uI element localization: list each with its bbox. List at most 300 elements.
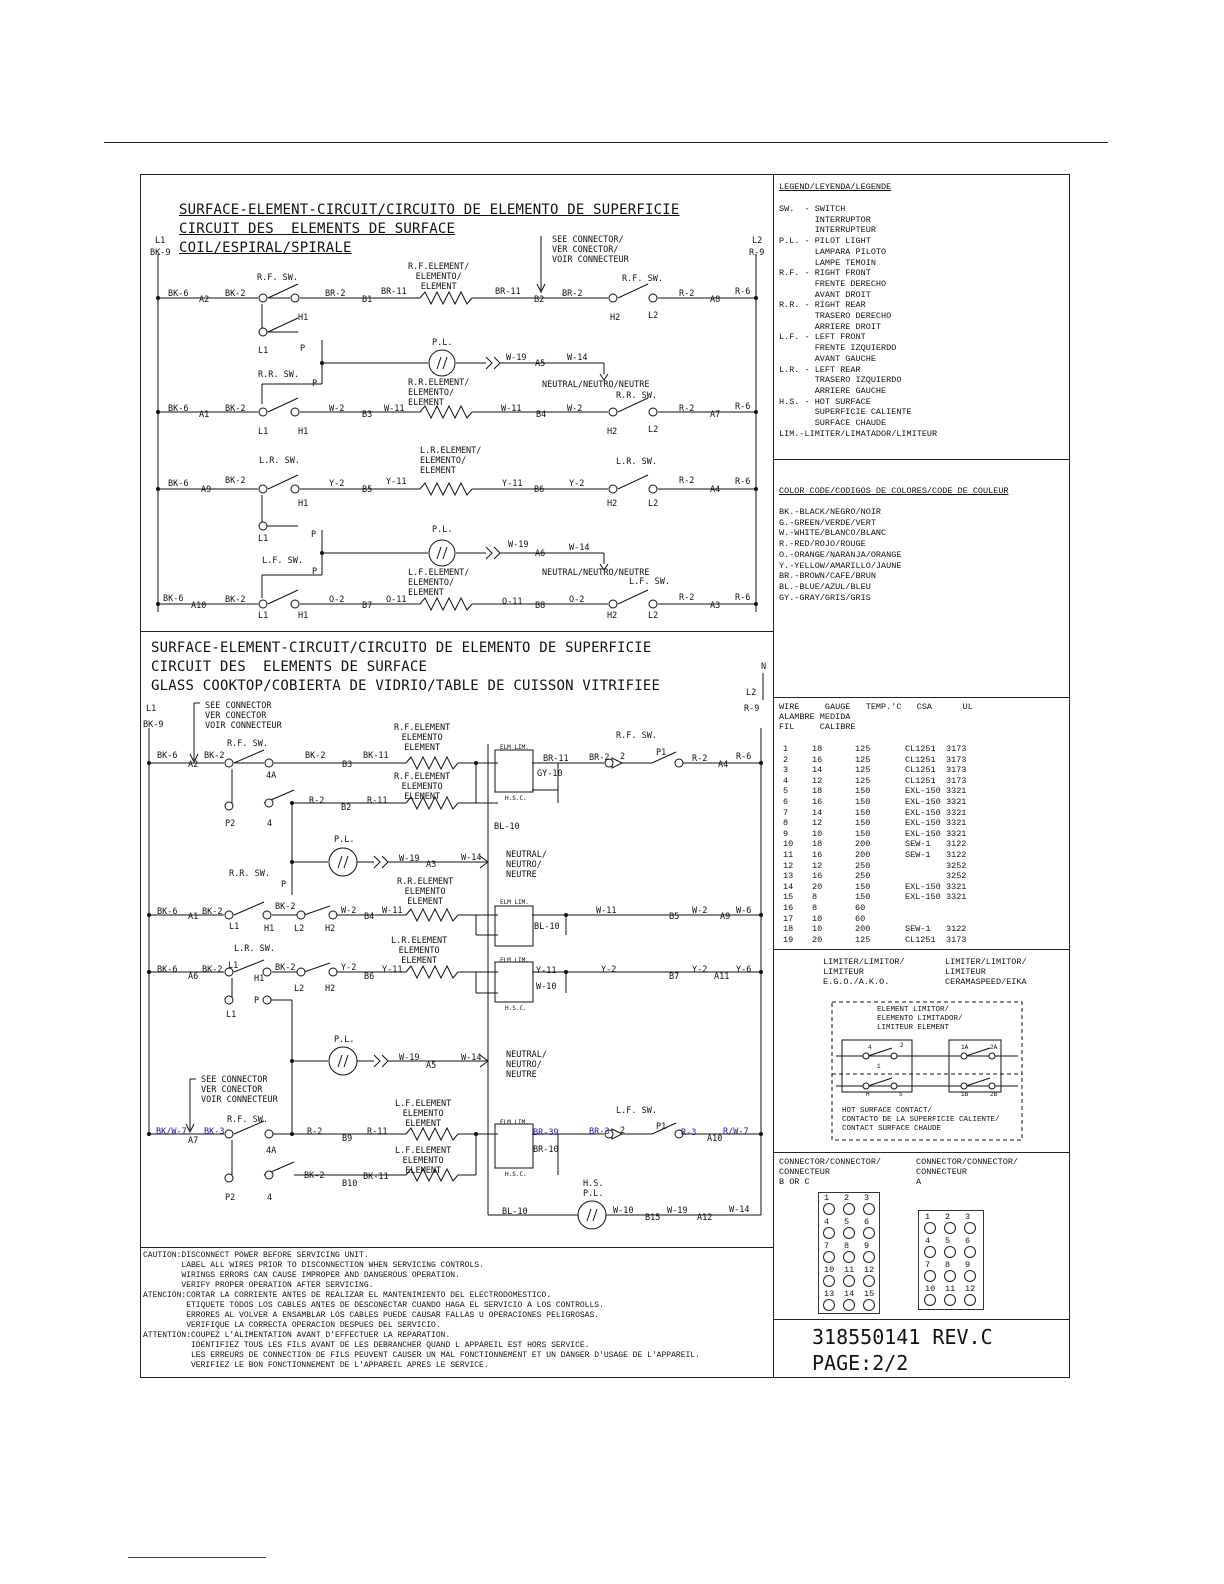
part-number: 318550141 REV.C xyxy=(812,1325,993,1349)
ego-pin-1: 1 xyxy=(877,1063,881,1070)
d1-r4-o2b: O-2 xyxy=(569,595,585,605)
d2-b3: B3 xyxy=(342,760,353,770)
wire-table-cell: 125 xyxy=(855,765,871,776)
d1-r2-r6: R-6 xyxy=(735,402,751,412)
d2-see-connector-a: SEE CONNECTOR VER CONECTOR VOIR CONNECTEUR xyxy=(205,701,282,731)
d1-lf-sw-left: L.F. SW. xyxy=(262,556,303,566)
connector-pin-number: 10 xyxy=(925,1284,936,1294)
d2-rf-sw-c: R.F. SW. xyxy=(227,1115,268,1125)
d2-p-a: P xyxy=(281,880,287,890)
d2-4-a: 4 xyxy=(267,819,273,829)
wire-table-cell: EXL-150 xyxy=(905,881,941,892)
connector-pin xyxy=(863,1227,875,1239)
d1-r4-r2: R-2 xyxy=(679,593,695,603)
d1-l2-c: L2 xyxy=(648,499,659,509)
d1-r1-a8: A8 xyxy=(710,295,721,305)
color-code-entry: GY.-GRAY/GRIS/GRIS xyxy=(779,592,871,603)
d1-r1-bk6: BK-6 xyxy=(168,289,189,299)
legend-entry: LAMPARA PILOTO xyxy=(779,246,887,257)
d1-h1-c: H1 xyxy=(298,499,309,509)
d1-h1-d: H1 xyxy=(298,611,309,621)
d1-r4-o11b: O-11 xyxy=(502,597,523,607)
wire-table-cell: 150 xyxy=(855,892,871,903)
connector-pin-number: 2 xyxy=(844,1193,850,1203)
diagram2-title-2: CIRCUIT DES ELEMENTS DE SURFACE xyxy=(151,659,428,675)
color-code-entry: BK.-BLACK/NEGRO/NOIR xyxy=(779,507,882,517)
d1-r2-r2: R-2 xyxy=(679,404,695,414)
d2-bl10-b: BL-10 xyxy=(534,922,560,932)
wire-table-cell: 12 xyxy=(783,860,794,871)
diagram1-title-2: CIRCUIT DES ELEMENTS DE SURFACE xyxy=(179,221,456,237)
wire-table-cell: CL1251 xyxy=(905,775,936,786)
d1-r1-a2: A2 xyxy=(199,295,210,305)
wire-table-cell: 3252 xyxy=(946,871,967,882)
cera-pin-2a: 2A xyxy=(990,1044,998,1051)
d2-r9: R-9 xyxy=(744,704,760,714)
wire-table-cell: SEW-1 xyxy=(905,924,931,935)
color-code-entry: BR.-BROWN/CAFE/BRUN xyxy=(779,571,876,582)
d1-r1-br11b: BR-11 xyxy=(495,287,521,297)
connector-pin-number: 12 xyxy=(864,1265,875,1275)
wire-table-cell: 10 xyxy=(812,924,823,935)
d2-l2-a: L2 xyxy=(294,924,305,934)
d1-l1-a: L1 xyxy=(258,346,269,356)
wire-table-cell: 17 xyxy=(783,913,794,924)
connector-pin xyxy=(944,1294,956,1306)
legend-entry: TRASERO IZQUIERDO xyxy=(779,375,902,386)
d2-bk2-c: BK-2 xyxy=(202,907,223,917)
legend-entry: SURFACE CHAUDE xyxy=(779,418,887,429)
d1-rf-element: R.F.ELEMENT/ ELEMENTO/ ELEMENT xyxy=(408,262,470,292)
d1-r3-bk6: BK-6 xyxy=(168,479,189,489)
d2-w10-b: W-10 xyxy=(613,1206,634,1216)
d2-bkw7: BK/W-7 xyxy=(156,1127,187,1137)
d2-elm-lim-a: ELM LIM. xyxy=(500,744,529,751)
wire-table-cell: 3321 xyxy=(946,807,967,818)
d2-p-b: P xyxy=(254,996,260,1006)
d1-h1-a: H1 xyxy=(298,313,309,323)
d2-pl-b: P.L. xyxy=(334,1035,355,1045)
wire-table-cell: 125 xyxy=(855,754,871,765)
legend-entry: INTERRUPTEUR xyxy=(779,225,876,236)
connector-pin xyxy=(863,1203,875,1215)
d1-w19-a: W-19 xyxy=(506,353,527,363)
connector-pin-number: 9 xyxy=(965,1260,971,1270)
wire-table-cell: 3321 xyxy=(946,818,967,829)
connector-pin xyxy=(823,1299,835,1311)
wire-table-cell: 3173 xyxy=(946,765,967,776)
d2-r2-a: R-2 xyxy=(692,754,708,764)
d1-r2-bk2: BK-2 xyxy=(225,404,246,414)
hot-surface-label: HOT SURFACE CONTACT/ CONTACTO DE LA SUPERFICIE CALIENTE/ CONTACT SURFACE CHAUDE xyxy=(842,1107,1000,1133)
d1-r1-b2: B2 xyxy=(534,295,545,305)
d2-b15: B15 xyxy=(645,1213,661,1223)
wire-table-cell: 3122 xyxy=(946,839,967,850)
d2-w14-c: W-14 xyxy=(729,1205,750,1215)
d1-see-connector: SEE CONNECTOR/ VER CONECTOR/ VOIR CONNECTEUR xyxy=(552,235,629,265)
connector-pin-number: 2 xyxy=(945,1212,951,1222)
wire-table-cell: EXL-150 xyxy=(905,797,941,807)
connector-pin xyxy=(843,1227,855,1239)
connector-pin-number: 12 xyxy=(965,1284,976,1294)
d2-bk2-d: BK-2 xyxy=(275,902,296,912)
d2-w19-c: W-19 xyxy=(667,1206,688,1216)
d2-elm-lim-c: ELM LIM. xyxy=(500,957,529,964)
wire-table-cell: EXL-150 xyxy=(905,807,941,818)
d2-bk3: BK-3 xyxy=(204,1127,225,1137)
d2-a12: A12 xyxy=(697,1213,713,1223)
d1-a6: A6 xyxy=(535,549,546,559)
d1-neutral-b: NEUTRAL/NEUTRO/NEUTRE xyxy=(542,568,650,578)
d1-l1-c: L1 xyxy=(258,534,269,544)
connector-pin-number: 6 xyxy=(864,1217,870,1227)
d1-r2-w2b: W-2 xyxy=(567,404,583,414)
wire-table-cell: 14 xyxy=(812,807,823,818)
ego-pin-2: 2 xyxy=(900,1042,904,1049)
d2-hs-pl: H.S. P.L. xyxy=(583,1179,604,1199)
d2-lf-sw: L.F. SW. xyxy=(616,1106,657,1116)
wire-table-cell: 16 xyxy=(812,797,823,807)
d1-r2-bk6: BK-6 xyxy=(168,404,189,414)
connector-pin xyxy=(924,1294,936,1306)
d2-hsc-c: H.S.C. xyxy=(505,1171,527,1178)
d2-y2-a: Y-2 xyxy=(341,963,357,973)
d1-l2-a: L2 xyxy=(648,311,659,321)
d2-rr-element: R.R.ELEMENT ELEMENTO ELEMENT xyxy=(397,877,454,907)
legend-entry: L.R. - LEFT REAR xyxy=(779,364,861,375)
connector-bc xyxy=(818,1192,880,1314)
wire-table-cell: 250 xyxy=(855,860,871,871)
d1-r4-a10: A10 xyxy=(191,601,207,611)
d2-l1-a: L1 xyxy=(229,922,240,932)
wire-table-cell: 3321 xyxy=(946,786,967,797)
connector-pin-number: 9 xyxy=(864,1241,870,1251)
connector-pin xyxy=(823,1227,835,1239)
wire-table-cell: 200 xyxy=(855,850,871,860)
d1-r4-o11a: O-11 xyxy=(386,595,407,605)
d2-rr-sw: R.R. SW. xyxy=(229,869,270,879)
d2-bk6-b: BK-6 xyxy=(157,907,178,917)
d1-lr-sw-right: L.R. SW. xyxy=(616,457,657,467)
diagram2-title-1: SURFACE-ELEMENT-CIRCUIT/CIRCUITO DE ELEMENTO DE SUPERFICIE xyxy=(151,640,652,656)
d2-lr-sw: L.R. SW. xyxy=(234,944,275,954)
d1-r3-a9: A9 xyxy=(201,485,212,495)
d2-a3: A3 xyxy=(426,860,437,870)
d2-y6: Y-6 xyxy=(736,965,752,975)
wire-table-cell: 150 xyxy=(855,797,871,807)
d2-elm-lim-b: ELM LIM. xyxy=(500,899,529,906)
legend-entry: SW. - SWITCH xyxy=(779,204,846,214)
d2-l1: L1 xyxy=(146,704,157,714)
d1-r4-r6: R-6 xyxy=(735,593,751,603)
d2-w2-a: W-2 xyxy=(341,906,357,916)
wire-table-cell: 200 xyxy=(855,839,871,850)
connector-pin-number: 8 xyxy=(945,1260,951,1270)
d2-bk11-b: BK-11 xyxy=(363,1172,389,1182)
caution-line: LABEL ALL WIRES PRIOR TO DISCONNECTION WHEN SERVICING CONTROLS. xyxy=(143,1261,484,1270)
d2-b6: B6 xyxy=(364,972,375,982)
d1-l2-d: L2 xyxy=(648,611,659,621)
wire-table-cell: 16 xyxy=(783,903,794,913)
d2-h2-a: H2 xyxy=(325,924,336,934)
wire-table-cell: 19 xyxy=(783,934,794,945)
wire-table-cell: 18 xyxy=(812,786,823,797)
d1-r3-y2: Y-2 xyxy=(329,479,345,489)
d1-h2-c: H2 xyxy=(607,499,618,509)
connector-pin-number: 8 xyxy=(844,1241,850,1251)
d1-r3-a4: A4 xyxy=(710,485,721,495)
caution-line: IDENTIFIEZ TOUS LES FILS AVANT DE LES DEBRANCHER QUAND L APPAREIL EST HORS SERVICE. xyxy=(143,1341,590,1350)
d1-r1-bk2: BK-2 xyxy=(225,289,246,299)
d2-a7: A7 xyxy=(188,1136,199,1146)
connector-pin-number: 10 xyxy=(824,1265,835,1275)
d2-n2-a: 2 xyxy=(620,752,626,762)
wire-table-cell: 60 xyxy=(855,903,866,913)
d1-pl-a: P.L. xyxy=(432,338,453,348)
connector-pin xyxy=(924,1246,936,1258)
d2-bk6-c: BK-6 xyxy=(157,965,178,975)
d2-4a-a: 4A xyxy=(266,771,277,781)
d2-w19-b: W-19 xyxy=(399,1053,420,1063)
connector-pin-number: 13 xyxy=(824,1289,835,1299)
cera-pin-2b: 2B xyxy=(990,1091,998,1098)
d1-lf-element: L.F.ELEMENT/ ELEMENTO/ ELEMENT xyxy=(408,568,470,598)
color-code-entry: W.-WHITE/BLANCO/BLANC xyxy=(779,528,887,539)
d1-rf-sw-right: R.F. SW. xyxy=(622,274,663,284)
d1-r1-r2: R-2 xyxy=(679,289,695,299)
connector-pin xyxy=(964,1222,976,1234)
d1-r2-b3: B3 xyxy=(362,410,373,420)
color-code-entry: BL.-BLUE/AZUL/BLEU xyxy=(779,581,871,592)
wire-table-cell: 2 xyxy=(783,754,789,765)
d2-bl10-c: BL-10 xyxy=(502,1207,528,1217)
wire-table-cell: 16 xyxy=(812,850,823,860)
connector-pin-number: 3 xyxy=(864,1193,870,1203)
d2-b7: B7 xyxy=(669,972,680,982)
connector-pin xyxy=(964,1294,976,1306)
d1-a5: A5 xyxy=(535,359,546,369)
wire-table-cell: 16 xyxy=(812,754,823,765)
legend-entry: L.F. - LEFT FRONT xyxy=(779,332,866,343)
d2-a5: A5 xyxy=(426,1061,437,1071)
d2-bk2-b: BK-2 xyxy=(305,751,326,761)
wire-table-cell: SEW-1 xyxy=(905,839,931,850)
d1-h1-b: H1 xyxy=(298,427,309,437)
wire-table-cell: 3321 xyxy=(946,892,967,903)
connector-pin-number: 5 xyxy=(945,1236,951,1246)
wire-table-cell: EXL-150 xyxy=(905,818,941,829)
cera-pin-1b: 1B xyxy=(961,1091,969,1098)
d1-r4-bk6: BK-6 xyxy=(163,594,184,604)
limiter-right-title: LIMITER/LIMITOR/ LIMITEUR CERAMASPEED/EIKA xyxy=(945,957,1027,987)
d1-h2-b: H2 xyxy=(607,427,618,437)
d1-w19-b: W-19 xyxy=(508,540,529,550)
connector-pin xyxy=(944,1222,956,1234)
wire-table-cell: 10 xyxy=(812,913,823,924)
wire-table-cell: 150 xyxy=(855,807,871,818)
wire-table-cell: 12 xyxy=(812,775,823,786)
page-number: PAGE:2/2 xyxy=(812,1351,909,1375)
element-limitor-label: ELEMENT LIMITOR/ ELEMENTO LIMITADOR/ LIMITEUR ELEMENT xyxy=(877,1006,963,1032)
wire-table-cell: 20 xyxy=(812,881,823,892)
d2-see-connector-b: SEE CONNECTOR VER CONECTOR VOIR CONNECTEUR xyxy=(201,1075,278,1105)
d2-y11-a: Y-11 xyxy=(382,965,403,975)
ego-pin-s: S xyxy=(899,1091,903,1098)
d2-br2: BR-2 xyxy=(589,753,610,763)
d2-4-b: 4 xyxy=(267,1193,273,1203)
wire-table-cell: 6 xyxy=(783,797,789,807)
legend-entry: AVANT DROIT xyxy=(779,289,871,300)
caution-line: WIRINGS ERRORS CAN CAUSE IMPROPER AND DANGEROUS OPERATION. xyxy=(143,1271,460,1280)
d1-r3-r6: R-6 xyxy=(735,477,751,487)
d2-y2-c: Y-2 xyxy=(692,965,708,975)
wire-table-cell: 3 xyxy=(783,765,789,776)
d1-r9: R-9 xyxy=(749,248,765,258)
wire-table-cell: 18 xyxy=(812,839,823,850)
wire-table-cell: CL1251 xyxy=(905,744,936,754)
connector-pin-number: 7 xyxy=(824,1241,830,1251)
d2-l2-b: L2 xyxy=(294,984,305,994)
wire-table-cell: 8 xyxy=(812,903,818,913)
color-code-entry: Y.-YELLOW/AMARILLO/JAUNE xyxy=(779,560,902,571)
d2-b9: B9 xyxy=(342,1134,353,1144)
d1-p-a: P xyxy=(300,344,306,354)
legend-entry: LAMPE TEMOIN xyxy=(779,257,876,268)
legend-entry: INTERRUPTOR xyxy=(779,214,871,225)
d2-b4: B4 xyxy=(364,912,375,922)
d1-h2-a: H2 xyxy=(610,313,621,323)
limiter-left-title: LIMITER/LIMITOR/ LIMITEUR E.G.O./A.K.O. xyxy=(823,957,905,987)
d2-bl10-a: BL-10 xyxy=(494,822,520,832)
d1-lf-sw-right: L.F. SW. xyxy=(629,577,670,587)
d2-bk2-f: BK-2 xyxy=(275,963,296,973)
connector-bc-title: CONNECTOR/CONNECTOR/ CONNECTEUR B OR C xyxy=(779,1157,882,1187)
legend-entry: FRENTE IZQUIERDO xyxy=(779,343,897,354)
wire-table-cell: 150 xyxy=(855,881,871,892)
connector-pin-number: 14 xyxy=(844,1289,855,1299)
wire-table-cell: 9 xyxy=(783,828,789,839)
legend-title: LEGEND/LEYENDA/LEGENDE xyxy=(779,182,892,192)
wire-table-cell: 4 xyxy=(783,775,789,786)
wire-table-cell: 3321 xyxy=(946,828,967,839)
d2-elm-lim-d: ELM LIM. xyxy=(500,1119,529,1126)
d1-r1-br11a: BR-11 xyxy=(381,287,407,297)
d2-br11: BR-11 xyxy=(543,754,569,764)
d2-h1-a: H1 xyxy=(264,924,275,934)
caution-line: ATTENTION:COUPEZ L'ALIMENTATION AVANT D'EFFECTUER LA REPARATION. xyxy=(143,1331,451,1340)
caution-line: ETIQUETE TODOS LOS CABLES ANTES DE DESCONECTAR CUANDO HAGA EL SERVICIO A LOS CONTROLLS. xyxy=(143,1301,604,1310)
legend-entry: ARRIERE GAUCHE xyxy=(779,385,887,396)
d1-r1-r6: R-6 xyxy=(735,287,751,297)
legend-entry: R.F. - RIGHT FRONT xyxy=(779,268,871,279)
wire-table-cell: SEW-1 xyxy=(905,850,931,860)
d1-l2-b: L2 xyxy=(648,425,659,435)
d1-r3-y2b: Y-2 xyxy=(569,479,585,489)
d2-bk11-a: BK-11 xyxy=(363,751,389,761)
caution-line: ERRORES AL VOLVER A ENSAMBLAR LOS CABLES PUEDE CAUSAR FALLAS U OPERACIONES PELIGROSAS. xyxy=(143,1311,600,1320)
wire-table-cell: 150 xyxy=(855,818,871,829)
d2-a1: A1 xyxy=(188,912,199,922)
connector-pin xyxy=(823,1251,835,1263)
d2-rf-sw-a: R.F. SW. xyxy=(227,739,268,749)
wire-table-cell: EXL-150 xyxy=(905,828,941,839)
footer-link-underline[interactable] xyxy=(128,1557,266,1558)
d2-bk2-g: BK-2 xyxy=(304,1171,325,1181)
d1-lr-element: L.R.ELEMENT/ ELEMENTO/ ELEMENT xyxy=(420,446,482,476)
d2-w14-a: W-14 xyxy=(461,853,482,863)
d1-rf-sw-left: R.F. SW. xyxy=(257,273,298,283)
d2-hsc-a: H.S.C. xyxy=(505,795,527,802)
connector-pin xyxy=(843,1299,855,1311)
wire-table-cell: 125 xyxy=(855,775,871,786)
wire-table-cell: 7 xyxy=(783,807,789,818)
d1-h2-d: H2 xyxy=(607,611,618,621)
color-code-entry: G.-GREEN/VERDE/VERT xyxy=(779,517,876,528)
wire-table-cell: 60 xyxy=(855,913,866,924)
d1-rr-element: R.R.ELEMENT/ ELEMENTO/ ELEMENT xyxy=(408,378,470,408)
ego-pin-4: 4 xyxy=(868,1044,872,1051)
d2-w19-a: W-19 xyxy=(399,854,420,864)
d2-p2-b: P2 xyxy=(225,1193,236,1203)
d1-r3-b6: B6 xyxy=(534,485,545,495)
d1-r1-b1: B1 xyxy=(362,295,373,305)
connector-pin-number: 5 xyxy=(844,1217,850,1227)
legend-entry: FRENTE DERECHO xyxy=(779,278,887,289)
connector-a-title: CONNECTOR/CONNECTOR/ CONNECTEUR A xyxy=(916,1157,1019,1187)
legend-entry: ARRIERE DROIT xyxy=(779,321,882,332)
connector-pin xyxy=(944,1270,956,1282)
d2-br3: BR-3 xyxy=(589,1127,610,1137)
d2-l2: L2 xyxy=(746,688,757,698)
wire-table-cell: 3321 xyxy=(946,881,967,892)
legend-entry: LIM.-LIMITER/LIMATADOR/LIMITEUR xyxy=(779,428,938,439)
d1-r3-b5: B5 xyxy=(362,485,373,495)
wire-table-cell: 150 xyxy=(855,786,871,797)
wire-table-header: WIRE GAUGE TEMP.'C CSA UL ALAMBRE MEDIDA FIL CALIBRE xyxy=(779,702,973,732)
d2-a2: A2 xyxy=(188,760,199,770)
d2-b5: B5 xyxy=(669,912,680,922)
caution-line: VERIFIQUE LA CORRECTA OPERACION DESPUES DEL SERVICIO. xyxy=(143,1321,441,1330)
d2-p1-a: P1 xyxy=(656,748,667,758)
d2-rf-element-b: R.F.ELEMENT ELEMENTO ELEMENT xyxy=(394,772,451,802)
wire-table-cell: CL1251 xyxy=(905,934,936,945)
d1-r4-bk2: BK-2 xyxy=(225,595,246,605)
d2-r6-a: R-6 xyxy=(736,752,752,762)
connector-pin xyxy=(944,1246,956,1258)
d1-r3-bk2: BK-2 xyxy=(225,476,246,486)
wire-table-cell: EXL-150 xyxy=(905,892,941,903)
d2-neutral-a: NEUTRAL/ NEUTRO/ NEUTRE xyxy=(506,850,547,880)
d2-bk2-e: BK-2 xyxy=(202,965,223,975)
d1-r2-a7: A7 xyxy=(710,410,721,420)
d1-l1: L1 xyxy=(155,236,166,246)
d2-w11-a: W-11 xyxy=(382,906,403,916)
connector-a xyxy=(918,1210,984,1310)
connector-pin-number: 6 xyxy=(965,1236,971,1246)
wire-table-cell: CL1251 xyxy=(905,765,936,776)
legend-entry: SUPERFICIE CALIENTE xyxy=(779,407,912,418)
d1-r4-b8: B8 xyxy=(535,601,546,611)
wire-table-cell: 15 xyxy=(783,892,794,903)
wire-table-cell: 10 xyxy=(783,839,794,850)
wire-table-cell: 3122 xyxy=(946,924,967,935)
d2-br10: BR-10 xyxy=(533,1145,559,1155)
d1-l2: L2 xyxy=(752,236,763,246)
d2-a10: A10 xyxy=(707,1134,723,1144)
caution-line: VERIFY PROPER OPERATION AFTER SERVICING. xyxy=(143,1281,374,1290)
d1-rr-sw-left: R.R. SW. xyxy=(258,370,299,380)
wire-table-cell: 3122 xyxy=(946,850,967,860)
